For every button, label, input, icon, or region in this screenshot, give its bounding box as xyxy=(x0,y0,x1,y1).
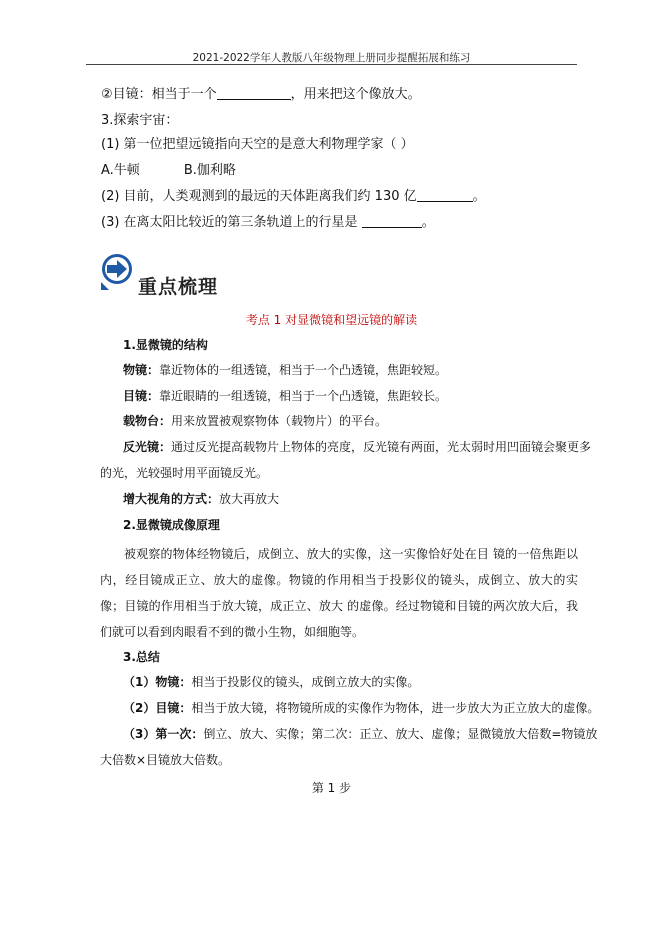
answer-blank[interactable] xyxy=(417,189,473,202)
question-3-3-end: 。 xyxy=(421,215,435,230)
objective-line xyxy=(123,361,447,379)
question-3-3-text: (3) 在离太阳比较近的第三条轨道上的行星是 xyxy=(101,215,362,230)
mirror-text-continued: 的光，光较强时用平面镜反光。 xyxy=(100,466,269,480)
mirror-label: 反光镜： xyxy=(123,440,172,454)
summary-heading: 3.总结 xyxy=(123,650,160,664)
eyepiece-line xyxy=(123,387,447,405)
summary-1-text: 相当于投影仪的镜头，成倒立放大的实像。 xyxy=(191,675,420,689)
question-3-2-end: 。 xyxy=(472,189,486,204)
summary-3-label: （3）第一次： xyxy=(123,727,204,741)
stage-label: 载物台： xyxy=(123,414,172,428)
option-a: A.牛顿 xyxy=(101,163,140,178)
question-eyepiece-text-a: ②目镜：相当于一个 xyxy=(101,87,217,102)
kaodian-heading: 考点 1 对显微镜和望远镜的解读 xyxy=(245,313,418,327)
question-eyepiece xyxy=(101,86,421,104)
option-b: B.伽利略 xyxy=(183,163,236,178)
question-3-1-options xyxy=(101,162,236,180)
section-title: 重点梳理 xyxy=(138,276,219,298)
summary-3-continued: 大倍数×目镜放大倍数。 xyxy=(100,753,231,767)
eyepiece-text: 靠近眼睛的一组透镜，相当于一个凸透镜，焦距较长。 xyxy=(159,389,448,403)
question-3-2-text: (2) 目前，人类观测到的最远的天体距离我们约 130 亿 xyxy=(101,189,417,204)
mirror-line xyxy=(123,438,591,456)
question-eyepiece-text-b: ，用来把这个像放大。 xyxy=(290,87,421,102)
question-3-title: 3.探索宇宙： xyxy=(101,113,179,128)
objective-text: 靠近物体的一组透镜，相当于一个凸透镜，焦距较短。 xyxy=(159,363,448,377)
mirror-text: 通过反光提高载物片上物体的亮度，反光镜有两面，光太弱时用凹面镜会聚更多 xyxy=(171,440,592,454)
arrow-right-circle-icon xyxy=(99,252,139,292)
question-3-1: (1) 第一位把望远镜指向天空的是意大利物理学家（ ） xyxy=(101,137,414,152)
header-divider xyxy=(86,64,577,65)
summary-item-3 xyxy=(123,725,597,743)
summary-2-text: 相当于放大镜，将物镜所成的实像作为物体，进一步放大为正立放大的虚像。 xyxy=(191,701,600,715)
page-footer: 第 1 步 xyxy=(311,781,352,795)
answer-blank[interactable] xyxy=(217,87,291,100)
stage-line xyxy=(123,412,387,430)
eyepiece-label: 目镜： xyxy=(123,389,160,403)
structure-heading: 1.显微镜的结构 xyxy=(123,338,208,352)
angle-text: 放大再放大 xyxy=(219,492,280,506)
question-3-2 xyxy=(101,188,486,206)
summary-3-text: 倒立、放大、实像；第二次：正立、放大、虚像；显微镜放大倍数=物镜放 xyxy=(203,727,598,741)
principle-heading: 2.显微镜成像原理 xyxy=(123,518,220,532)
principle-paragraph: 被观察的物体经物镜后，成倒立、放大的实像，这一实像恰好处在目 镜的一倍焦距以内，经目镜成正立、放大的虚像。物镜的作用相当于投影仪的镜头，成倒立、放大的实像；目镜的作用相当于放大镜，成正立、放大 的虚像。经过物镜和目镜的两次放大后，我们就可以看到肉眼看不到的微小生物，如细胞等。 xyxy=(100,547,578,639)
summary-2-label: （2）目镜： xyxy=(123,701,192,715)
answer-blank[interactable] xyxy=(362,215,422,228)
objective-label: 物镜： xyxy=(123,363,160,377)
page-header: 2021-2022学年人教版八年级物理上册同步提醒拓展和练习 xyxy=(192,52,471,64)
question-3-3 xyxy=(101,214,435,232)
angle-label: 增大视角的方式： xyxy=(123,492,220,506)
summary-1-label: （1）物镜： xyxy=(123,675,192,689)
summary-item-2 xyxy=(123,699,599,717)
summary-item-1 xyxy=(123,673,419,691)
stage-text: 用来放置被观察物体（载物片）的平台。 xyxy=(171,414,388,428)
angle-line xyxy=(123,490,279,508)
